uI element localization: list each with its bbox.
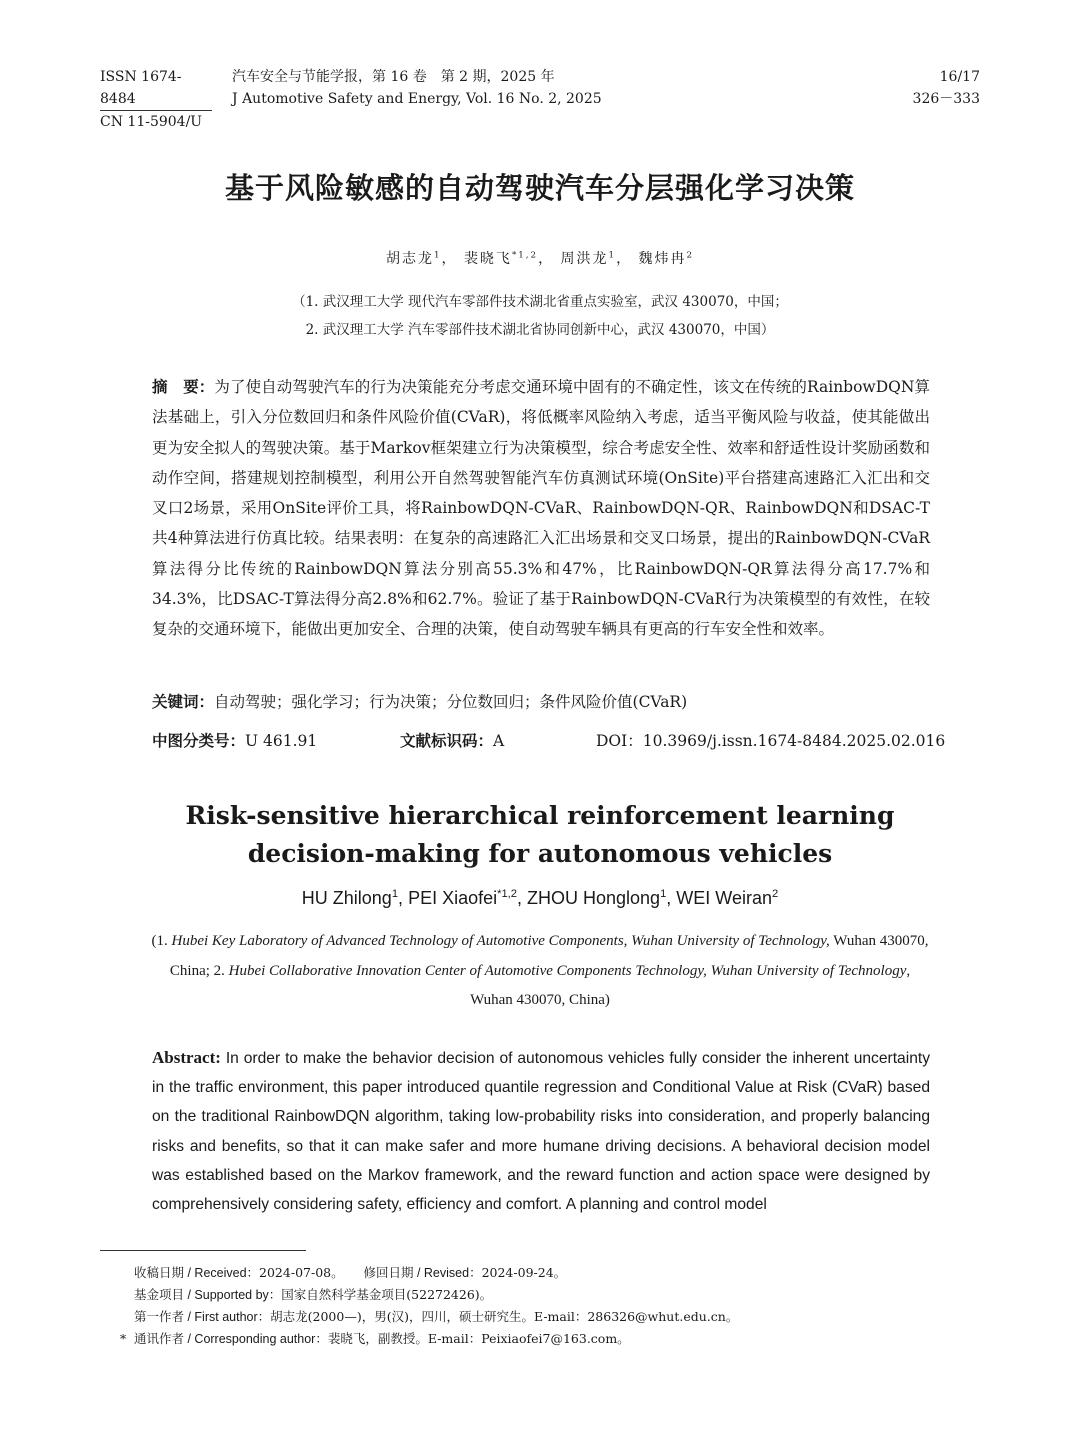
cn-keywords-label: 关键词： xyxy=(152,693,215,711)
cn-author: 胡志龙$^1$， xyxy=(385,250,458,267)
en-abstract-label: Abstract: xyxy=(152,1048,221,1067)
classification-row xyxy=(152,729,946,755)
footnote-dates: 收稿日期 / Received：2024-07-08。 修回日期 / Revised：2024-09-24。 xyxy=(134,1265,567,1280)
journal-name-cn: 汽车安全与节能学报，第 16 卷 第 2 期，2025 年 xyxy=(232,69,555,85)
cn-abstract-label: 摘 要： xyxy=(152,378,215,396)
doi[interactable]: DOI：10.3969/j.issn.1674-8484.2025.02.016 xyxy=(596,732,946,750)
journal-header xyxy=(100,66,980,130)
footnote-corresponding: * 通讯作者 / Corresponding author：裴晓飞，副教授。E-mail：Peixiaofei7@163.com。 xyxy=(100,1328,980,1350)
en-title: Risk-sensitive hierarchical reinforcement learning decision-making for autonomous vehicles xyxy=(185,801,895,868)
cn-author: 裴晓飞$^{*1,2}$， xyxy=(463,250,555,267)
en-author: HU Zhilong$^1$, xyxy=(301,888,409,908)
page-info xyxy=(913,66,980,110)
cn-abstract-text: 为了使自动驾驶汽车的行为决策能充分考虑交通环境中固有的不确定性，该文在传统的RainbowDQN算法基础上，引入分位数回归和条件风险价值(CVaR)，将低概率风险纳入考虑，适当平衡风险与收益，使其能做出更为安全拟人的驾驶决策。基于Markov框架建立行为决策模型，综合考虑安全性、效率和舒适性设计奖励函数和动作空间，搭建规划控制模型，利用公开自然驾驶智能汽车仿真测试环境(OnSite)平台搭建高速路汇入汇出和交叉口2场景，采用OnSite评价工具，将RainbowDQN-CVaR、RainbowDQN-QR、RainbowDQN和DSAC-T共4种算法进行仿真比较。结果表明：在复杂的高速路汇入汇出场景和交叉口场景，提出的RainbowDQN-CVaR算法得分比传统的RainbowDQN算法分别高55.3%和47%，比RainbowDQN-QR算法得分高17.7%和34.3%，比DSAC-T算法得分高2.8%和62.7%。验证了基于RainbowDQN-CVaR行为决策模型的有效性，在较复杂的交通环境下，能做出更加安全、合理的决策，使自动驾驶车辆具有更高的行车安全性和效率。 xyxy=(152,378,930,639)
en-aff-prefix: (1. xyxy=(151,933,172,949)
en-aff-2-institution: Hubei Collaborative Innovation Center of Automotive Components Technology, Wuhan University of Technology xyxy=(228,962,907,979)
cn-affiliations xyxy=(0,288,1080,344)
page-index: 16/17 xyxy=(939,69,980,85)
cn-keywords xyxy=(152,690,930,712)
en-aff-1-city: Wuhan 430070, China; 2. xyxy=(169,933,929,979)
issn-block xyxy=(100,66,212,133)
en-affiliations xyxy=(150,927,930,1016)
en-aff-2-city: , Wuhan 430070, China) xyxy=(470,962,911,1008)
cn-affiliation-2: 2. 武汉理工大学 汽车零部件技术湖北省协同创新中心，武汉 430070，中国） xyxy=(305,322,775,338)
footnote-first-author: 第一作者 / First author：胡志龙(2000—)，男(汉)，四川，硕士研究生。E-mail：286326@whut.edu.cn。 xyxy=(134,1309,739,1324)
cn-keywords-text: 自动驾驶；强化学习；行为决策；分位数回归；条件风险价值(CVaR) xyxy=(214,693,688,711)
cn-number: CN 11-5904/U xyxy=(100,114,203,130)
footnote-fund: 基金项目 / Supported by：国家自然科学基金项目(52272426)。 xyxy=(134,1287,493,1302)
footnotes xyxy=(100,1262,980,1350)
en-author: ZHOU Honglong$^1$, xyxy=(527,888,677,908)
journal-info xyxy=(232,66,602,110)
en-abstract xyxy=(152,1043,930,1219)
footnote-divider xyxy=(100,1250,306,1251)
cn-author: 魏炜冉$^2$ xyxy=(638,250,695,267)
cn-abstract xyxy=(152,372,930,645)
page-range: 326－333 xyxy=(912,91,980,107)
cn-author: 周洪龙$^1$， xyxy=(560,250,633,267)
cn-authors xyxy=(0,248,1080,268)
en-author: PEI Xiaofei$^{*1,2}$, xyxy=(408,888,527,908)
clc: 中图分类号：U 461.91 xyxy=(152,732,318,750)
issn: ISSN 1674-8484 xyxy=(100,66,212,111)
corresponding-star: * xyxy=(120,1331,127,1346)
en-aff-1-institution: Hubei Key Laboratory of Advanced Technology of Automotive Components, Wuhan University of Technology, xyxy=(171,933,830,949)
en-authors xyxy=(0,888,1080,909)
en-author: WEI Weiran$^2$ xyxy=(676,888,779,908)
cn-title: 基于风险敏感的自动驾驶汽车分层强化学习决策 xyxy=(224,171,855,205)
cn-affiliation-1: （1. 武汉理工大学 现代汽车零部件技术湖北省重点实验室，武汉 430070，中国； xyxy=(292,294,788,310)
en-abstract-text: In order to make the behavior decision of autonomous vehicles fully consider the inherent uncertainty in the traffic environment, this paper introduced quantile regression and Conditional Value at Risk (CVaR) based on the traditional RainbowDQN algorithm, taking low-probability risks into consideration, and properly balancing risks and benefits, so that it can make safer and more humane driving decisions. A behavioral decision model was established based on the Markov framework, and the reward function and action space were designed by comprehensively considering safety, efficiency and comfort. A planning and control model xyxy=(152,1050,930,1214)
doc-code: 文献标识码：A xyxy=(400,732,505,750)
journal-name-en: J Automotive Safety and Energy, Vol. 16 No. 2, 2025 xyxy=(232,91,602,107)
